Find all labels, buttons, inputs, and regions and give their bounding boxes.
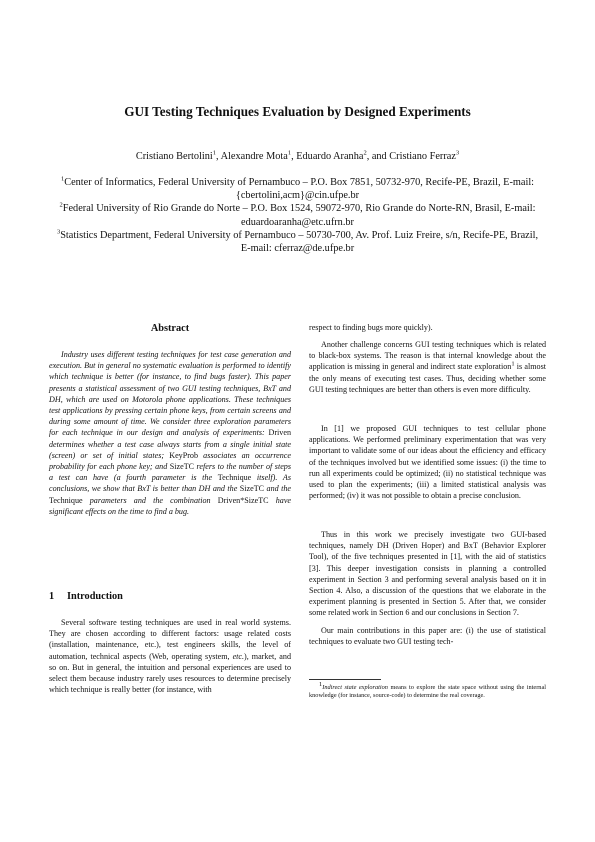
footnote-marker: 1 — [511, 360, 515, 368]
parameter-name: Technique — [49, 495, 83, 505]
affiliation-list — [52, 176, 543, 255]
parameter-name: Driven — [268, 428, 291, 438]
body-paragraph — [309, 339, 546, 395]
author-affil-sup: 3 — [455, 149, 460, 157]
body-paragraph: In [1] we proposed GUI techniques to test cellular phone applications. We performed preliminary experimentation that was very important to validate some of our ideas about the efficiency and efficacy of the techniques involved but we identified some issues: (i) the time to run all experiments could be optimized; (ii) no statistical technique was used to plan the experiments; (iii) a limited statistical analysis was performed; (iv) it was not possible to obtain a precise conclusion. — [309, 424, 546, 501]
intro-paragraph — [49, 617, 291, 695]
author-name: Eduardo Aranha — [296, 151, 364, 162]
section-number: 1 — [49, 591, 55, 602]
intro-italic: etc. — [232, 651, 245, 661]
author-name: Alexandre Mota — [220, 151, 288, 162]
intro-text: ), market, and so on. But in general, the intuition and personal experiences are used to select them because industry rarely uses resources to determine precisely which technique is really better (for instance, with — [49, 651, 291, 695]
author-name: Cristiano Bertolini — [135, 151, 213, 162]
paper-title: GUI Testing Techniques Evaluation by Designed Experiments — [124, 104, 471, 119]
affiliation — [52, 229, 543, 255]
author-affil-sup: 1 — [287, 149, 292, 157]
author-name: Cristiano Ferraz — [389, 151, 456, 162]
abstract-body — [49, 349, 291, 517]
section-heading-introduction — [49, 591, 291, 602]
affiliation-sup: 3 — [56, 228, 61, 236]
parameter-name: SizeTC — [239, 484, 265, 494]
author-affil-sup: 2 — [363, 149, 367, 157]
author-affil-sup: 1 — [212, 149, 217, 157]
section-title: Introduction — [67, 591, 123, 602]
author-separator: , — [216, 151, 221, 162]
intro-text: Several software testing techniques are used in real world systems. They are chosen according to different factors: usage related costs (installation, maintenance, etc.), test engineers skills, the level of automation, technical aspects (Web, operating system, — [49, 618, 291, 661]
footnote — [309, 680, 546, 700]
abstract-text: and the — [264, 484, 292, 494]
abstract-text: refers to the number of steps a test can have (a fourth parameter is the — [49, 462, 291, 483]
footnote-text: means to explore the state space without using the internal knowledge (for instance, source-code) to determine the real coverage. — [309, 684, 546, 700]
footnote-term: Indirect state exploration — [322, 684, 388, 691]
body-text: Another challenge concerns GUI testing techniques which is related to black-box systems. The reason is that internal knowledge about the application is missing in general and indirect state exploration — [309, 340, 546, 372]
affiliation-sup: 2 — [59, 201, 63, 209]
author-separator: , and — [366, 151, 390, 162]
affiliation-sup: 1 — [60, 175, 65, 183]
parameter-name: Driven*SizeTC — [217, 495, 269, 505]
affiliation-text: Center of Informatics, Federal University of Pernambuco – P.O. Box 7851, 50732-970, Recife-PE, Brazil, E-mail: {cbertolini,acm}@cin.ufpe.br — [64, 177, 535, 202]
affiliation-text: Statistics Department, Federal University of Pernambuco – 50730-700, Av. Prof. Luiz Freire, s/n, Recife-PE, Brazil, E-mail: cferraz@de.ufpe.br — [60, 229, 539, 255]
abstract-text: Industry uses different testing techniques for test case generation and execution. But in general no systematic evaluation is performed to identify which technique is better (for instance, to find bugs faster). This paper presents a statistical assessment of two GUI testing techniques, BxT and DH, which are used on Motorola phone applications. These techniques test applications by pressing certain phone keys, from certain screens and during some amount of time. We consider three exploration parameters for each technique in our design and analysis of experiments: — [49, 350, 291, 438]
parameter-name: SizeTC — [169, 462, 195, 472]
body-paragraph: Thus in this work we precisely investigate two GUI-based techniques, namely DH (Driven Hoper) and BxT (Behavior Explorer Tool), of the five techniques presented in [1], with the aid of statistics [3]. This deeper investigation consists in planning a controlled experiment in Section 3 and performing several analysis based on it in Section 4. Also, a discussion of the questions that we elaborate in the experiment planning is presented in Section 5. After that, we consider some related work in Section 6 and our conclusions in Section 7. — [309, 530, 546, 618]
body-text: is almost the only means of executing test cases. Thus, deciding whether some GUI testing techniques are better than others is even more difficulty. — [309, 362, 546, 394]
abstract-text: itself). As conclusions, we show that BxT is better than DH and the — [49, 473, 291, 494]
affiliation — [52, 176, 543, 202]
affiliation-text: Federal University of Rio Grande do Norte – P.O. Box 1524, 59072-970, Rio Grande do Norte-RN, Brasil, E-mail: eduardoaranha@etc.ufrn.br — [62, 203, 536, 228]
affiliation — [52, 202, 543, 228]
author-list — [40, 150, 555, 163]
author-separator: , — [291, 151, 297, 162]
parameter-name: Technique — [217, 473, 252, 483]
body-paragraph: respect to finding bugs more quickly). — [309, 323, 433, 332]
abstract-text: parameters and the combination — [82, 495, 218, 505]
footnote-number: 1 — [319, 680, 323, 688]
body-paragraph: Our main contributions in this paper are: (i) the use of statistical techniques to evaluate two GUI testing tech- — [309, 626, 546, 647]
footnote-divider — [309, 679, 381, 680]
abstract-text: determines whether a test case always starts from a single initial state (screen) or set of initial states; — [49, 439, 291, 460]
abstract-text: associates an occurrence probability for each phone key; and — [49, 450, 291, 472]
abstract-text: have significant effects on the time to find a bug. — [49, 495, 291, 516]
abstract-heading: Abstract — [150, 323, 190, 334]
parameter-name: KeyProb — [169, 450, 198, 460]
